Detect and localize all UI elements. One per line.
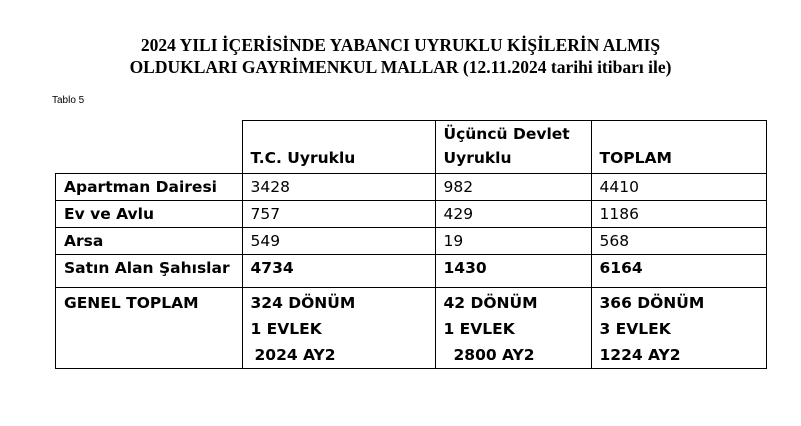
cell-tc: 324 DÖNÜM 1 EVLEK 2024 AY2 [242,288,435,369]
row-label: Satın Alan Şahıslar [56,255,243,288]
cell-tc: 3428 [242,174,435,201]
header-cell-toplam: TOPLAM [591,121,766,174]
cell-ucuncu: 429 [435,201,591,228]
cell-toplam: 4410 [591,174,766,201]
table-row [56,228,767,255]
property-table [55,120,767,369]
table-row [56,201,767,228]
title-line-1: 2024 YILI İÇERİSİNDE YABANCI UYRUKLU KİŞİLERİN ALMIŞ [140,35,661,55]
cell-ucuncu: 19 [435,228,591,255]
header-cell-empty [56,121,243,174]
cell-ucuncu: 1430 [435,255,591,288]
row-label: GENEL TOPLAM [56,288,243,369]
table-label: Tablo 5 [52,95,85,106]
total-row [56,255,767,288]
row-label: Apartman Dairesi [56,174,243,201]
row-label: Arsa [56,228,243,255]
cell-tc: 757 [242,201,435,228]
table-header-row [56,121,767,174]
cell-toplam: 6164 [591,255,766,288]
cell-tc: 4734 [242,255,435,288]
table-row [56,174,767,201]
cell-toplam: 1186 [591,201,766,228]
title-line-2: OLDUKLARI GAYRİMENKUL MALLAR (12.11.2024 tarihi itibarı ile) [129,57,672,77]
cell-ucuncu: 982 [435,174,591,201]
cell-toplam: 366 DÖNÜM 3 EVLEK 1224 AY2 [591,288,766,369]
page-title [0,34,801,78]
header-cell-tc: T.C. Uyruklu [242,121,435,174]
row-label: Ev ve Avlu [56,201,243,228]
cell-tc: 549 [242,228,435,255]
grand-total-row [56,288,767,369]
header-cell-ucuncu: Üçüncü Devlet Uyruklu [435,121,591,174]
cell-ucuncu: 42 DÖNÜM 1 EVLEK 2800 AY2 [435,288,591,369]
cell-toplam: 568 [591,228,766,255]
